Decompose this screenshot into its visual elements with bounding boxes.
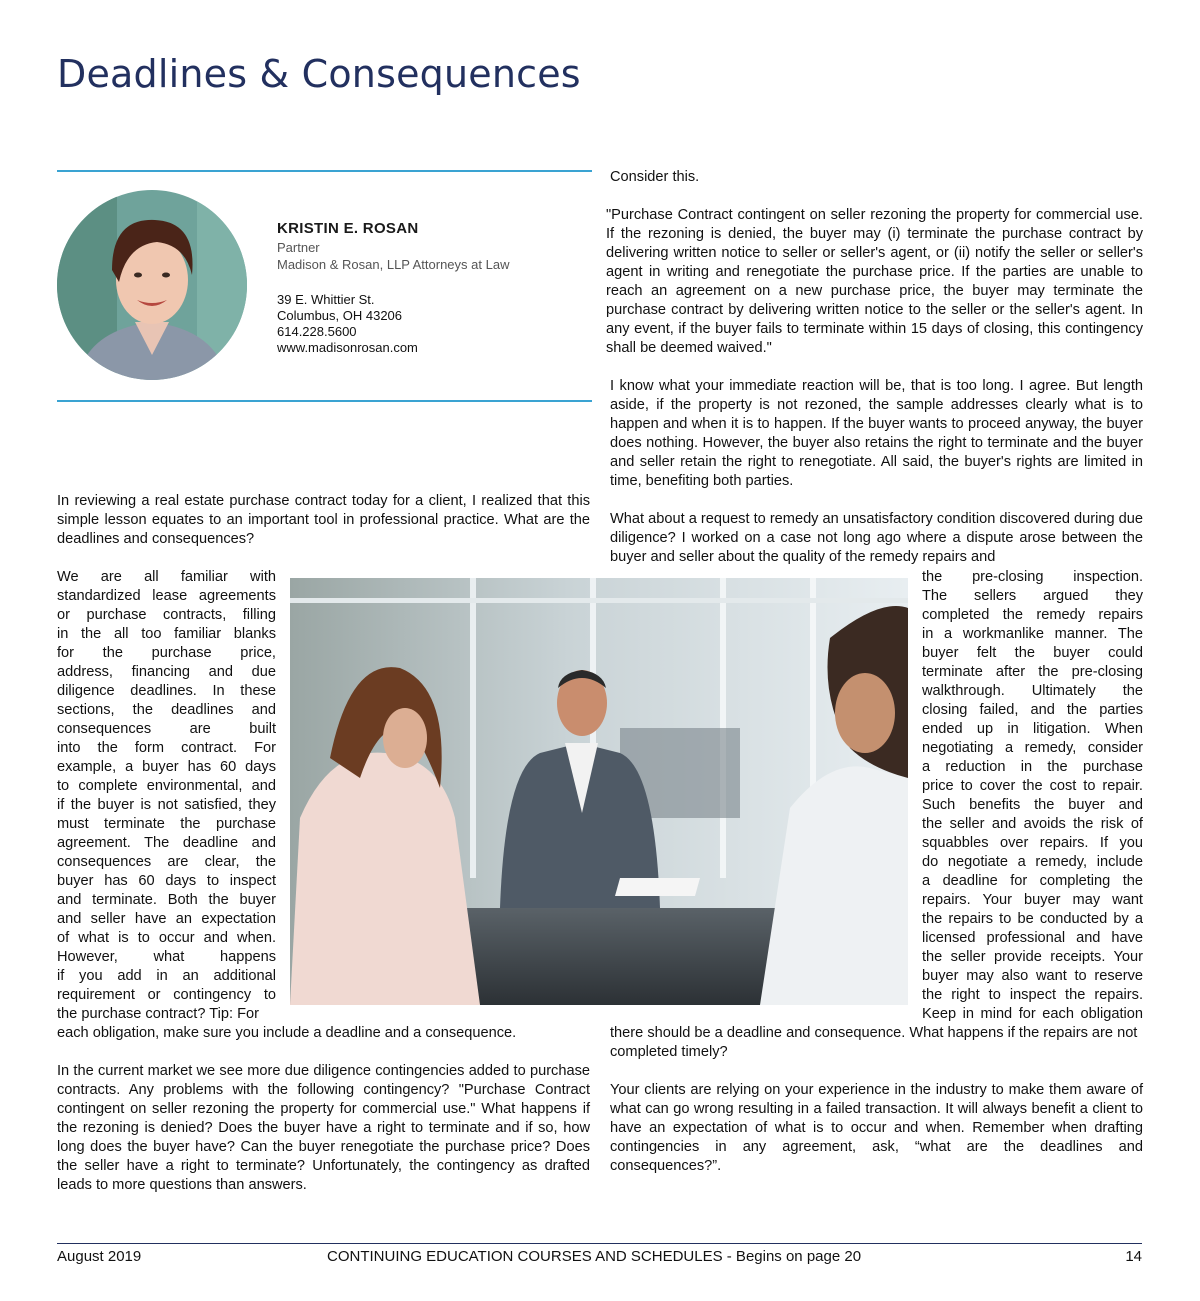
author-website[interactable]: www.madisonrosan.com: [277, 340, 418, 355]
left-wrap-line: or purchase contracts, filling: [57, 607, 276, 623]
left-wrap-line: and seller have an expectation: [57, 911, 276, 927]
right-wrap-line: squabbles over repairs. If you: [922, 835, 1143, 851]
left-paragraph-3: In the current market we see more due diligence contingencies added to purchase contracts. Any problems with the following contingency? "Purchase Contract contingent on seller rezoning the property for commercial use." What happens if the rezoning is denied? Does the buyer have a right to terminate and if so, how long does the buyer have? Can the buyer renegotiate the purchase price? Does the seller have a right to terminate? Unfortunately, the contingency as drafted leads to more questions than answers.: [57, 1063, 590, 1193]
left-wrap-line: address, financing and due: [57, 664, 276, 680]
footer-date: August 2019: [57, 1248, 142, 1265]
left-wrap-line: if the buyer is not satisfied, they: [57, 797, 276, 813]
right-wrap-line: do negotiate a remedy, include: [922, 854, 1143, 870]
author-street: 39 E. Whittier St.: [277, 292, 375, 307]
right-paragraph-4: Your clients are relying on your experience in the industry to make them aware of what can go wrong resulting in a failed transaction. It will always benefit a client to have an expectation of what is to occur and when. Remember when drafting contingencies in any agreement, ask, “what are the deadlines and consequences?”.: [610, 1082, 1143, 1174]
right-wrap-line: Such benefits the buyer and: [922, 797, 1143, 813]
right-paragraph-2: I know what your immediate reaction will be, that is too long. I agree. But length aside, if the property is not rezoned, the sample addresses clearly what is to happen and when it is to happen. If the buyer wants to proceed anyway, the buyer does nothing. However, the buyer also retains the right to terminate and the buyer and seller retain the right to renegotiate. All said, the buyer's rights are limited in time, benefiting both parties.: [610, 378, 1143, 489]
right-wrap-line: completed the remedy repairs: [922, 607, 1143, 623]
left-intro-paragraph: In reviewing a real estate purchase contract today for a client, I realized that this simple lesson equates to an important tool in professional practice. What are the deadlines and consequences?: [57, 493, 590, 547]
right-quote: "Purchase Contract contingent on seller rezoning the property for commercial use. If the rezoning is denied, the buyer may (i) terminate the purchase contract by delivering written notice to seller or seller's agent, or (ii) notify the seller or seller's agent in writing and renegotiate the purchase price. If the parties are unable to reach an agreement on a new purchase price, the buyer may terminate the purchase contract by delivering written notice to the seller or the seller's agent. In any event, if the buyer fails to terminate within 15 days of closing, this contingency shall be deemed waived.": [606, 207, 1143, 356]
right-wrap-line: the pre-closing inspection.: [922, 569, 1143, 585]
author-bottom-rule: [57, 400, 592, 402]
author-info: [277, 220, 509, 356]
right-wrap-line: a reduction in the purchase: [922, 759, 1143, 775]
left-wrap-line: of what is to occur and when.: [57, 930, 276, 946]
left-wrap-line: consequences are clear, the: [57, 854, 276, 870]
footer-center: CONTINUING EDUCATION COURSES AND SCHEDULES - Begins on page 20: [327, 1248, 862, 1265]
left-wrap-line: requirement or contingency to: [57, 987, 276, 1003]
left-wrap-line: must terminate the purchase: [57, 816, 276, 832]
author-name: KRISTIN E. ROSAN: [277, 220, 419, 237]
author-phone: 614.228.5600: [277, 324, 357, 339]
left-wrap-line: agreement. The deadline and: [57, 835, 276, 851]
author-role: Partner: [277, 240, 320, 255]
left-wrap-line: to complete environmental, and: [57, 778, 276, 794]
left-wrap-end: each obligation, make sure you include a deadline and a consequence.: [57, 1025, 517, 1041]
right-wrap-line: the right to inspect the repairs.: [922, 987, 1143, 1003]
author-portrait: [57, 190, 247, 380]
author-firm: Madison & Rosan, LLP Attorneys at Law: [277, 257, 510, 272]
page-title: Deadlines & Consequences: [57, 52, 581, 96]
left-wrap-line: However, what happens: [57, 949, 276, 965]
right-paragraph-3-start: What about a request to remedy an unsatisfactory condition discovered during due diligence? I worked on a case not long ago where a dispute arose between the buyer and seller about the quality of the remedy repairs and: [610, 511, 1143, 565]
left-wrap-line: buyer has 60 days to inspect: [57, 873, 276, 889]
left-wrap-line: example, a buyer has 60 days: [57, 759, 276, 775]
right-wrap-line: a deadline for completing the: [922, 873, 1143, 889]
right-wrap-line: in a workmanlike manner. The: [922, 626, 1143, 642]
right-wrap-line: buyer may also want to reserve: [922, 968, 1143, 984]
right-wrap-line: ended up in litigation. When: [922, 721, 1143, 737]
left-wrap-line: sections, the deadlines and: [57, 702, 276, 718]
left-wrap-line: standardized lease agreements: [57, 588, 276, 604]
left-wrap-line: We are all familiar with: [57, 569, 276, 585]
left-wrap-line: if you add in an additional: [57, 968, 276, 984]
right-wrap-line: The sellers argued they: [922, 588, 1143, 604]
right-wrap-line: price to cover the cost to repair.: [922, 778, 1143, 794]
right-wrap-line: licensed professional and have: [922, 930, 1143, 946]
right-consider: Consider this.: [610, 169, 700, 185]
left-wrap-line: diligence deadlines. In these: [57, 683, 276, 699]
right-wrap-line: repairs. Your buyer may want: [922, 892, 1143, 908]
left-wrap-line: the purchase contract? Tip: For: [57, 1006, 259, 1022]
author-city: Columbus, OH 43206: [277, 308, 403, 323]
right-wrap-line: the seller and avoids the risk of: [922, 816, 1143, 832]
page-number: 14: [1125, 1248, 1142, 1265]
right-wrap-line: negotiating a remedy, consider: [922, 740, 1143, 756]
right-wrap-end: there should be a deadline and consequence. What happens if the repairs are not completed timely?: [610, 1025, 1138, 1060]
right-wrap-line: the seller provide receipts. Your: [922, 949, 1143, 965]
left-wrap-line: consequences are built: [57, 721, 276, 737]
left-wrap-line: in the all too familiar blanks: [57, 626, 276, 642]
left-wrap-line: and terminate. Both the buyer: [57, 892, 276, 908]
right-wrap-line: Keep in mind for each obligation: [922, 1006, 1143, 1022]
right-wrap-line: the repairs to be conducted by a: [922, 911, 1143, 927]
right-wrap-line: closing failed, and the parties: [922, 702, 1143, 718]
right-wrap-line: walkthrough. Ultimately the: [922, 683, 1143, 699]
left-wrap-line: for the purchase price,: [57, 645, 276, 661]
meeting-photo: [290, 578, 908, 1005]
footer-rule: [57, 1243, 1142, 1244]
author-top-rule: [57, 170, 592, 172]
right-wrap-line: terminate after the pre-closing: [922, 664, 1143, 680]
left-wrap-line: into the form contract. For: [57, 740, 276, 756]
right-wrap-line: buyer felt the buyer could: [922, 645, 1143, 661]
